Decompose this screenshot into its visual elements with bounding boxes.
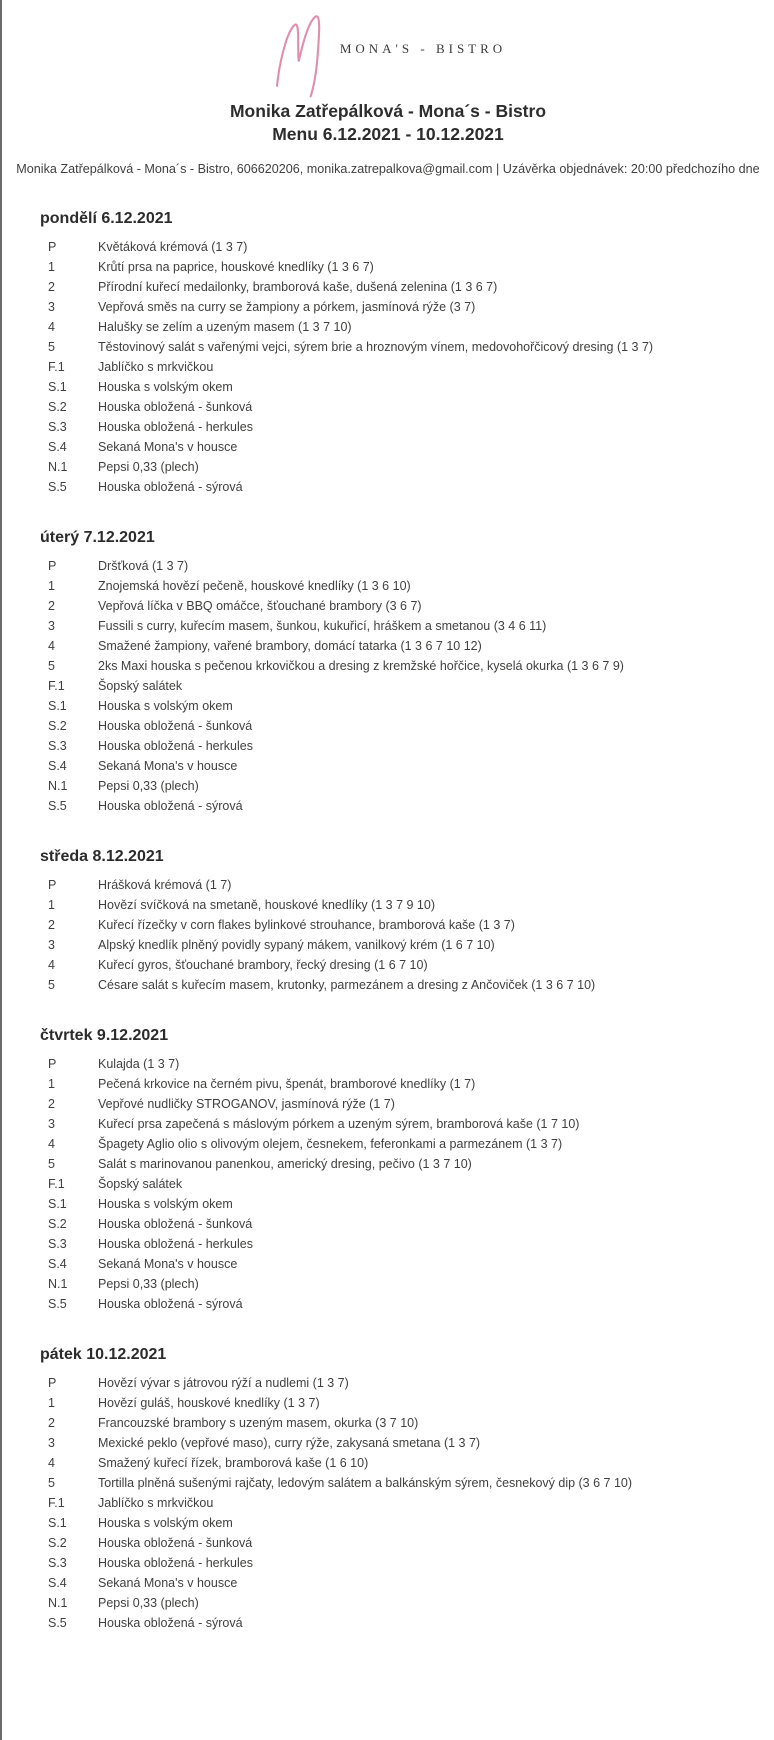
menu-row [40, 417, 754, 437]
item-text: Hrášková krémová (1 7) [98, 878, 232, 892]
item-code: N.1 [48, 460, 68, 474]
item-text: Květáková krémová (1 3 7) [98, 240, 248, 254]
menu-row [40, 1393, 754, 1413]
item-code: 2 [48, 918, 55, 932]
menu-row [40, 676, 754, 696]
menu-row [40, 576, 754, 596]
menu-days [2, 209, 774, 1673]
contact-info-line: Monika Zatřepálková - Mona´s - Bistro, 606620206, monika.zatrepalkova@gmail.com | Uzávěrka objednávek: 20:00 předchozího dne [16, 162, 760, 176]
menu-row [40, 1573, 754, 1593]
item-code: S.3 [48, 739, 67, 753]
day-title: pátek 10.12.2021 [40, 1346, 167, 1363]
menu-row [40, 935, 754, 955]
day-section [40, 1026, 754, 1314]
item-code: 2 [48, 1097, 55, 1111]
menu-row [40, 1134, 754, 1154]
item-text: Houska obložená - sýrová [98, 1616, 243, 1630]
menu-row [40, 975, 754, 995]
item-code: 5 [48, 1476, 55, 1490]
item-text: Houska s volským okem [98, 1197, 233, 1211]
item-text: Fussili s curry, kuřecím masem, šunkou, kukuřicí, hráškem a smetanou (3 4 6 11) [98, 619, 547, 633]
item-code: S.2 [48, 719, 67, 733]
menu-row [40, 1373, 754, 1393]
item-text: Pepsi 0,33 (plech) [98, 460, 199, 474]
menu-row [40, 776, 754, 796]
item-text: Pepsi 0,33 (plech) [98, 1277, 199, 1291]
item-code: 4 [48, 1456, 55, 1470]
day-rows [40, 556, 754, 816]
item-text: Dršťková (1 3 7) [98, 559, 189, 573]
monas-script-m-icon [270, 7, 326, 99]
menu-row [40, 636, 754, 656]
item-code: F.1 [48, 679, 65, 693]
menu-row [40, 1533, 754, 1553]
item-text: Hovězí svíčková na smetaně, houskové knedlíky (1 3 7 9 10) [98, 898, 435, 912]
item-code: 1 [48, 579, 55, 593]
item-text: Sekaná Mona's v housce [98, 1576, 238, 1590]
item-code: S.2 [48, 400, 67, 414]
item-text: Houska obložená - herkules [98, 1556, 253, 1570]
item-code: 1 [48, 1396, 55, 1410]
item-code: S.3 [48, 420, 67, 434]
menu-row [40, 317, 754, 337]
item-code: P [48, 878, 57, 892]
menu-row [40, 337, 754, 357]
day-section [40, 209, 754, 497]
item-code: 1 [48, 1077, 55, 1091]
item-text: Vepřová směs na curry se žampiony a pórkem, jasmínová rýže (3 7) [98, 300, 476, 314]
day-rows [40, 1054, 754, 1314]
item-text: Houska obložená - šunková [98, 1217, 253, 1231]
item-text: Pepsi 0,33 (plech) [98, 779, 199, 793]
title-block [2, 100, 774, 146]
logo-text: MONA'S - BISTRO [339, 41, 507, 56]
item-text: Kuřecí prsa zapečená s máslovým pórkem a uzeným sýrem, bramborová kaše (1 7 10) [98, 1117, 580, 1131]
item-code: S.4 [48, 1257, 67, 1271]
item-text: Houska obložená - herkules [98, 739, 253, 753]
menu-row [40, 397, 754, 417]
menu-row [40, 1194, 754, 1214]
menu-row [40, 1593, 754, 1613]
item-text: Houska obložená - šunková [98, 400, 253, 414]
item-code: F.1 [48, 1177, 65, 1191]
item-text: Houska obložená - sýrová [98, 1297, 243, 1311]
item-code: F.1 [48, 360, 65, 374]
item-code: S.4 [48, 759, 67, 773]
item-text: Tortilla plněná sušenými rajčaty, ledovým salátem a balkánským sýrem, česnekový dip (3 6 7 10) [98, 1476, 633, 1490]
menu-row [40, 1094, 754, 1114]
menu-row [40, 1473, 754, 1493]
menu-row [40, 1274, 754, 1294]
menu-row [40, 357, 754, 377]
day-section [40, 528, 754, 816]
item-text: Houska s volským okem [98, 1516, 233, 1530]
item-text: Kuřecí řízečky v corn flakes bylinkové strouhance, bramborová kaše (1 3 7) [98, 918, 515, 932]
item-text: Pepsi 0,33 (plech) [98, 1596, 199, 1610]
item-code: S.5 [48, 799, 67, 813]
item-code: S.4 [48, 440, 67, 454]
item-code: 3 [48, 938, 55, 952]
item-code: S.1 [48, 1516, 67, 1530]
item-text: Sekaná Mona's v housce [98, 1257, 238, 1271]
item-code: F.1 [48, 1496, 65, 1510]
item-code: S.1 [48, 380, 67, 394]
item-text: Césare salát s kuřecím masem, krutonky, parmezánem a dresing z Ančoviček (1 3 6 7 10) [98, 978, 596, 992]
item-code: S.5 [48, 480, 67, 494]
menu-row [40, 875, 754, 895]
item-text: Halušky se zelím a uzeným masem (1 3 7 10) [98, 320, 352, 334]
page-title: Monika Zatřepálková - Mona´s - Bistro [229, 101, 547, 121]
item-text: Houska obložená - herkules [98, 1237, 253, 1251]
day-section [40, 1345, 754, 1633]
menu-row [40, 1553, 754, 1573]
menu-row [40, 1433, 754, 1453]
item-code: 4 [48, 639, 55, 653]
item-text: Kuřecí gyros, šťouchané brambory, řecký dresing (1 6 7 10) [98, 958, 428, 972]
item-text: Těstovinový salát s vařenými vejci, sýrem brie a hroznovým vínem, medovohořčicový dresing (1 3 7) [98, 340, 654, 354]
menu-row [40, 1513, 754, 1533]
day-title: úterý 7.12.2021 [40, 529, 155, 546]
item-code: S.4 [48, 1576, 67, 1590]
item-code: 2 [48, 1416, 55, 1430]
item-code: N.1 [48, 1596, 68, 1610]
item-code: 2 [48, 280, 55, 294]
menu-row [40, 1613, 754, 1633]
item-text: Houska obložená - šunková [98, 1536, 253, 1550]
item-code: N.1 [48, 1277, 68, 1291]
item-code: S.1 [48, 699, 67, 713]
item-text: Šopský salátek [98, 679, 183, 693]
day-rows [40, 875, 754, 995]
item-text: Smažené žampiony, vařené brambory, domácí tatarka (1 3 6 7 10 12) [98, 639, 482, 653]
item-code: 3 [48, 1436, 55, 1450]
item-code: S.5 [48, 1616, 67, 1630]
item-text: Přírodní kuřecí medailonky, bramborová kaše, dušená zelenina (1 3 6 7) [98, 280, 498, 294]
day-rows [40, 1373, 754, 1633]
item-text: Vepřová líčka v BBQ omáčce, šťouchané brambory (3 6 7) [98, 599, 422, 613]
menu-row [40, 736, 754, 756]
item-code: S.2 [48, 1217, 67, 1231]
item-text: Hovězí guláš, houskové knedlíky (1 3 7) [98, 1396, 320, 1410]
menu-row [40, 895, 754, 915]
item-code: N.1 [48, 779, 68, 793]
menu-row [40, 437, 754, 457]
item-code: 5 [48, 1157, 55, 1171]
item-code: 4 [48, 958, 55, 972]
item-code: 5 [48, 340, 55, 354]
item-code: P [48, 240, 57, 254]
menu-row [40, 596, 754, 616]
day-title: pondělí 6.12.2021 [40, 210, 173, 227]
item-code: 3 [48, 619, 55, 633]
item-text: Krůtí prsa na paprice, houskové knedlíky (1 3 6 7) [98, 260, 374, 274]
menu-row [40, 297, 754, 317]
item-code: S.1 [48, 1197, 67, 1211]
menu-row [40, 1294, 754, 1314]
menu-row [40, 1114, 754, 1134]
item-code: P [48, 1057, 57, 1071]
item-code: 4 [48, 320, 55, 334]
item-text: 2ks Maxi houska s pečenou krkovičkou a dresing z kremžské hořčice, kyselá okurka (1 3 6 7 9) [98, 659, 624, 673]
menu-row [40, 1254, 754, 1274]
item-code: 5 [48, 659, 55, 673]
menu-row [40, 556, 754, 576]
menu-row [40, 277, 754, 297]
item-text: Alpský knedlík plněný povidly sypaný mákem, vanilkový krém (1 6 7 10) [98, 938, 495, 952]
item-text: Houska obložená - šunková [98, 719, 253, 733]
menu-row [40, 1174, 754, 1194]
item-code: 1 [48, 898, 55, 912]
menu-row [40, 616, 754, 636]
item-code: 4 [48, 1137, 55, 1151]
menu-row [40, 796, 754, 816]
item-text: Šopský salátek [98, 1177, 183, 1191]
item-text: Houska s volským okem [98, 699, 233, 713]
logo [2, 0, 774, 90]
item-code: 2 [48, 599, 55, 613]
item-text: Francouzské brambory s uzeným masem, okurka (3 7 10) [98, 1416, 419, 1430]
item-text: Sekaná Mona's v housce [98, 440, 238, 454]
item-text: Houska obložená - herkules [98, 420, 253, 434]
item-text: Špagety Aglio olio s olivovým olejem, česnekem, feferonkami a parmezánem (1 3 7) [98, 1137, 563, 1151]
item-code: S.5 [48, 1297, 67, 1311]
menu-row [40, 915, 754, 935]
menu-row [40, 696, 754, 716]
item-text: Salát s marinovanou panenkou, americký dresing, pečivo (1 3 7 10) [98, 1157, 472, 1171]
menu-row [40, 1154, 754, 1174]
menu-row [40, 1234, 754, 1254]
menu-row [40, 377, 754, 397]
item-code: 1 [48, 260, 55, 274]
item-text: Mexické peklo (vepřové maso), curry rýže, zakysaná smetana (1 3 7) [98, 1436, 481, 1450]
menu-row [40, 1493, 754, 1513]
item-text: Znojemská hovězí pečeně, houskové knedlíky (1 3 6 10) [98, 579, 411, 593]
item-text: Smažený kuřecí řízek, bramborová kaše (1 6 10) [98, 1456, 369, 1470]
menu-row [40, 656, 754, 676]
item-text: Hovězí vývar s játrovou rýží a nudlemi (1 3 7) [98, 1376, 349, 1390]
item-text: Jablíčko s mrkvičkou [98, 1496, 214, 1510]
item-code: P [48, 559, 57, 573]
item-text: Kulajda (1 3 7) [98, 1057, 180, 1071]
item-text: Pečená krkovice na černém pivu, špenát, bramborové knedlíky (1 7) [98, 1077, 476, 1091]
item-code: S.3 [48, 1237, 67, 1251]
menu-row [40, 477, 754, 497]
item-text: Vepřové nudličky STROGANOV, jasmínová rýže (1 7) [98, 1097, 395, 1111]
item-text: Jablíčko s mrkvičkou [98, 360, 214, 374]
item-code: 3 [48, 300, 55, 314]
item-text: Houska obložená - sýrová [98, 480, 243, 494]
menu-row [40, 1074, 754, 1094]
item-text: Houska obložená - sýrová [98, 799, 243, 813]
day-title: středa 8.12.2021 [40, 848, 164, 865]
menu-row [40, 1413, 754, 1433]
item-code: 3 [48, 1117, 55, 1131]
day-rows [40, 237, 754, 497]
menu-row [40, 457, 754, 477]
item-code: P [48, 1376, 57, 1390]
item-text: Sekaná Mona's v housce [98, 759, 238, 773]
item-code: 5 [48, 978, 55, 992]
day-title: čtvrtek 9.12.2021 [40, 1027, 169, 1044]
menu-row [40, 1453, 754, 1473]
item-code: S.2 [48, 1536, 67, 1550]
menu-row [40, 1214, 754, 1234]
item-text: Houska s volským okem [98, 380, 233, 394]
day-section [40, 847, 754, 995]
menu-row [40, 237, 754, 257]
menu-row [40, 756, 754, 776]
menu-row [40, 955, 754, 975]
item-code: S.3 [48, 1556, 67, 1570]
menu-row [40, 716, 754, 736]
menu-row [40, 257, 754, 277]
page-subtitle: Menu 6.12.2021 - 10.12.2021 [272, 124, 504, 144]
menu-row [40, 1054, 754, 1074]
